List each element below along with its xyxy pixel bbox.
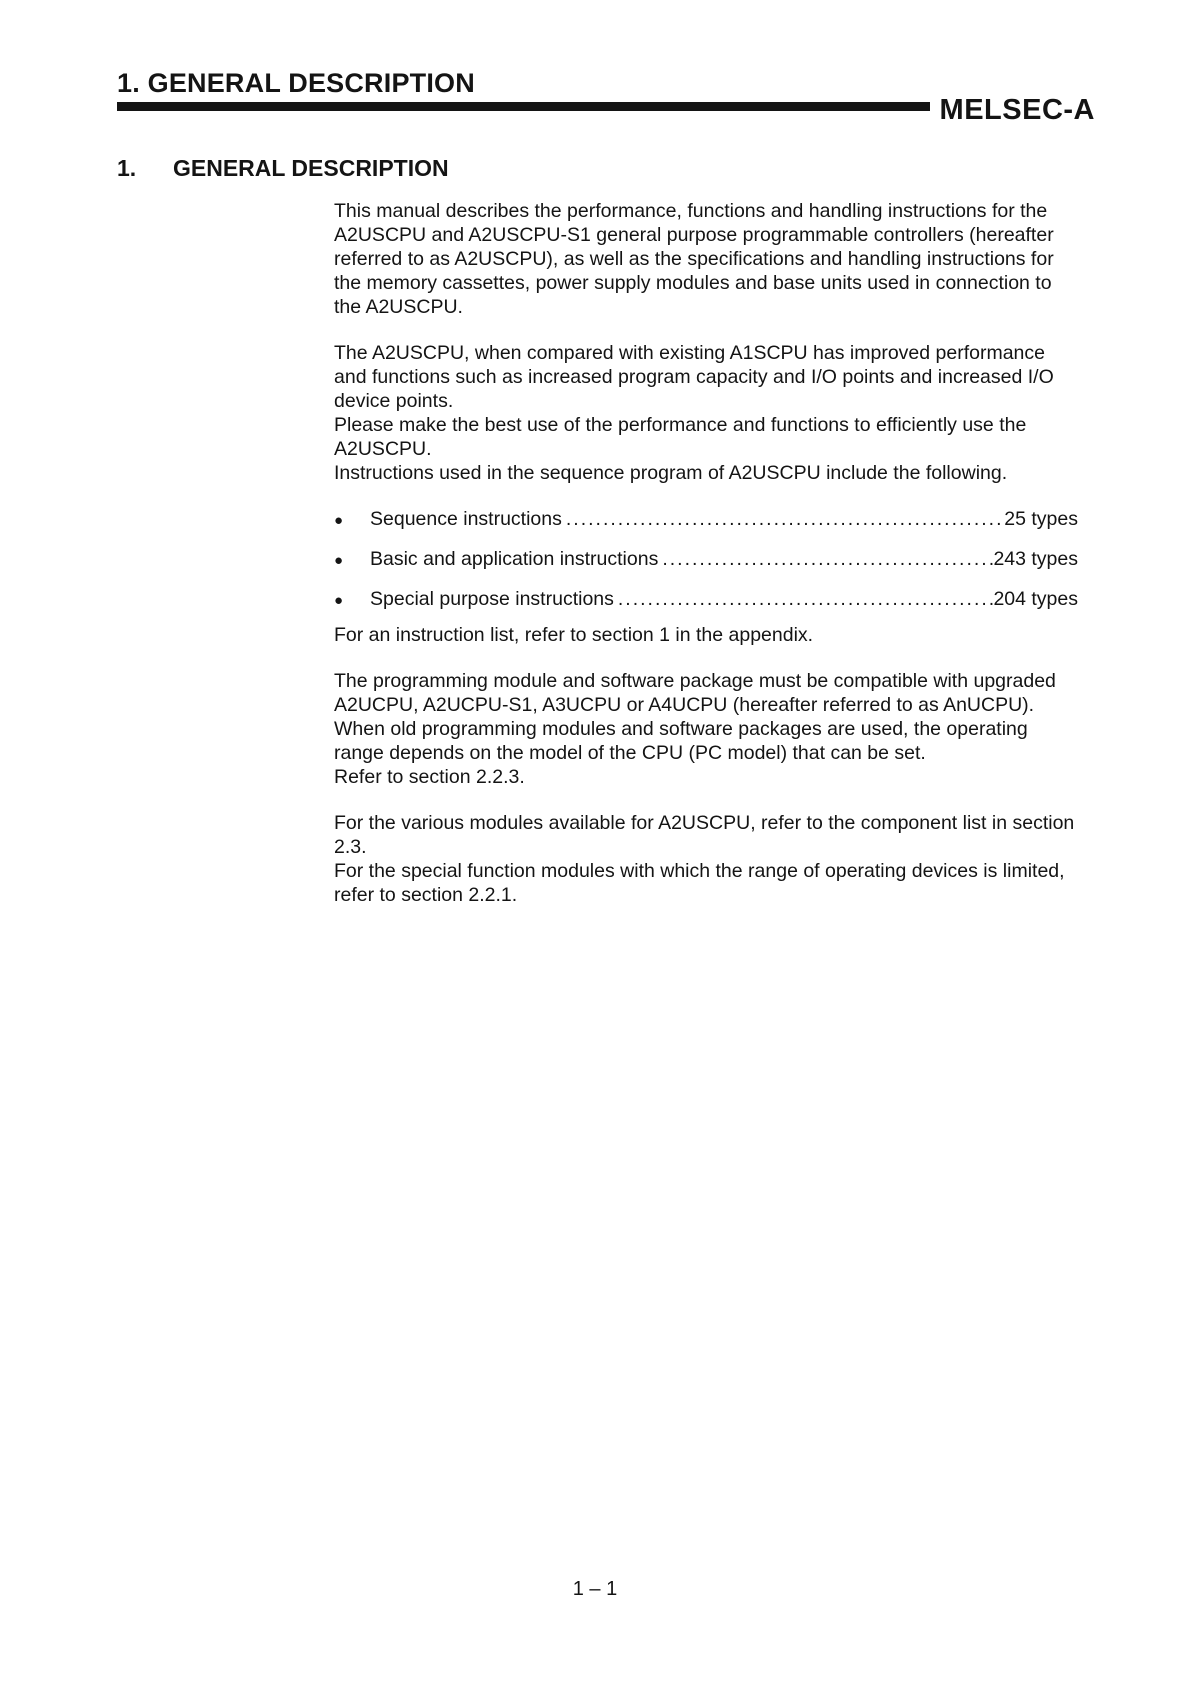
modules-block bbox=[334, 811, 1078, 907]
body-text bbox=[334, 199, 1078, 907]
section-heading bbox=[117, 155, 449, 182]
instruction-type-label: Sequence instructions bbox=[370, 508, 562, 530]
instruction-types-list bbox=[334, 507, 1078, 611]
instruction-type-label: Special purpose instructions bbox=[370, 588, 614, 610]
list-item bbox=[334, 587, 1078, 611]
list-item bbox=[334, 547, 1078, 571]
bullet-icon: ● bbox=[334, 592, 344, 609]
special-modules-ref-paragraph: For the special function modules with which the range of operating devices is limited, refer to section 2.2.1. bbox=[334, 860, 1065, 906]
section-number: 1. bbox=[117, 155, 137, 181]
instructions-lead-paragraph: Instructions used in the sequence program of A2USCPU include the following. bbox=[334, 462, 1008, 484]
header-title: 1. GENERAL DESCRIPTION bbox=[117, 68, 475, 98]
comparison-paragraph: The A2USCPU, when compared with existing A1SCPU has improved performance and functions such as increased program capacity and I/O points and increased I/O device points. bbox=[334, 342, 1054, 412]
dot-leader bbox=[658, 547, 993, 571]
instruction-type-label: Basic and application instructions bbox=[370, 548, 659, 570]
comparison-block bbox=[334, 341, 1078, 461]
list-item bbox=[334, 507, 1078, 531]
dot-leader bbox=[614, 587, 994, 611]
best-use-paragraph: Please make the best use of the performance and functions to efficiently use the A2USCPU. bbox=[334, 414, 1027, 460]
intro-paragraph: This manual describes the performance, functions and handling instructions for the A2USCPU and A2USCPU-S1 general purpose programmable controllers (hereafter referred to as A2USCPU), as well as the specifications and handling instructions for the memory cassettes, power supply modules and base units used in connection to the A2USCPU. bbox=[334, 200, 1054, 318]
old-modules-ref-paragraph: Refer to section 2.2.3. bbox=[334, 766, 525, 788]
instruction-type-count: 25 types bbox=[1004, 508, 1078, 530]
compatibility-paragraph: The programming module and software package must be compatible with upgraded A2UCPU, A2UCPU-S1, A3UCPU or A4UCPU (hereafter referred to as AnUCPU). bbox=[334, 670, 1056, 716]
instruction-list-ref-paragraph: For an instruction list, refer to section 1 in the appendix. bbox=[334, 624, 814, 646]
old-modules-paragraph: When old programming modules and software packages are used, the operating range depends on the model of the CPU (PC model) that can be set. bbox=[334, 718, 1028, 764]
compatibility-block bbox=[334, 669, 1078, 789]
instruction-type-count: 204 types bbox=[993, 588, 1078, 610]
header-rule bbox=[117, 102, 930, 111]
bullet-icon: ● bbox=[334, 552, 344, 569]
bullet-icon: ● bbox=[334, 512, 344, 529]
dot-leader bbox=[562, 507, 1004, 531]
modules-ref-paragraph: For the various modules available for A2USCPU, refer to the component list in section 2.3. bbox=[334, 812, 1075, 858]
section-title: GENERAL DESCRIPTION bbox=[173, 155, 449, 181]
header-brand: MELSEC-A bbox=[939, 94, 1095, 126]
instruction-type-count: 243 types bbox=[993, 548, 1078, 570]
page-number: 1 – 1 bbox=[572, 1578, 618, 1600]
